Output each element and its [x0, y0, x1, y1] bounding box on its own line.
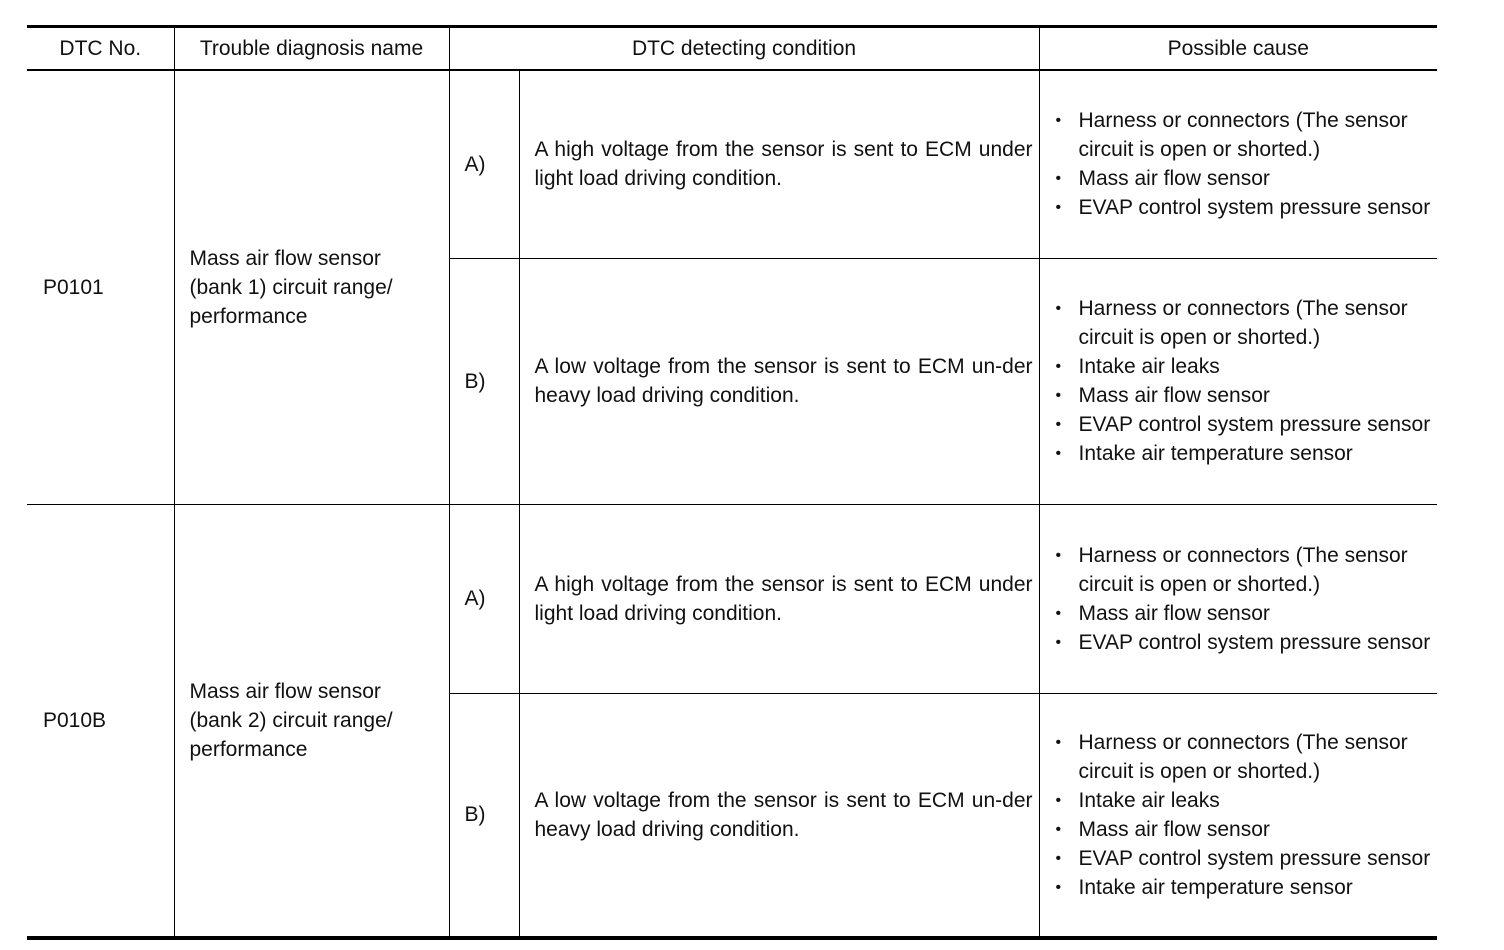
possible-cause-cell [1039, 258, 1437, 504]
cause-list [1054, 728, 1432, 902]
possible-cause-cell [1039, 693, 1437, 938]
header-detecting-condition: DTC detecting condition [449, 27, 1039, 71]
cause-list [1054, 106, 1432, 222]
header-diagnosis-name: Trouble diagnosis name [174, 27, 449, 71]
condition-label: A) [449, 504, 519, 693]
cause-item: • Intake air leaks [1054, 352, 1432, 381]
cause-item: • EVAP control system pressure sensor [1054, 844, 1432, 873]
cause-list [1054, 294, 1432, 468]
cause-item: • Mass air flow sensor [1054, 599, 1432, 628]
cause-item: • EVAP control system pressure sensor [1054, 628, 1432, 657]
cause-item: • Harness or connectors (The sensor circuit is open or shorted.) [1054, 294, 1432, 352]
condition-text: A high voltage from the sensor is sent to ECM under light load driving condition. [519, 70, 1039, 258]
diagnosis-name: Mass air flow sensor (bank 1) circuit range/ performance [174, 70, 449, 504]
cause-item: • Mass air flow sensor [1054, 164, 1432, 193]
cause-item: • EVAP control system pressure sensor [1054, 410, 1432, 439]
condition-label: B) [449, 258, 519, 504]
condition-text: A high voltage from the sensor is sent to ECM under light load driving condition. [519, 504, 1039, 693]
cause-item: • Intake air temperature sensor [1054, 439, 1432, 468]
dtc-number: P0101 [43, 275, 104, 299]
table-row [27, 70, 1437, 258]
cause-item: • Harness or connectors (The sensor circuit is open or shorted.) [1054, 728, 1432, 786]
possible-cause-cell [1039, 70, 1437, 258]
table-header [27, 27, 1437, 71]
possible-cause-cell [1039, 504, 1437, 693]
cause-item: • Intake air leaks [1054, 786, 1432, 815]
dtc-table [27, 25, 1437, 940]
condition-label: B) [449, 693, 519, 938]
table-row [27, 504, 1437, 693]
cause-item: • Mass air flow sensor [1054, 381, 1432, 410]
cause-item: • Harness or connectors (The sensor circuit is open or shorted.) [1054, 106, 1432, 164]
header-row [27, 27, 1437, 71]
header-possible-cause: Possible cause [1039, 27, 1437, 71]
cause-list [1054, 541, 1432, 657]
condition-label: A) [449, 70, 519, 258]
header-dtc-no: DTC No. [27, 27, 174, 71]
cause-item: • Harness or connectors (The sensor circuit is open or shorted.) [1054, 541, 1432, 599]
dtc-number: P010B [27, 504, 174, 938]
table-body [27, 70, 1437, 938]
cause-item: • Mass air flow sensor [1054, 815, 1432, 844]
condition-text: A low voltage from the sensor is sent to ECM un-der heavy load driving condition. [519, 693, 1039, 938]
cause-item: • Intake air temperature sensor [1054, 873, 1432, 902]
cause-item: • EVAP control system pressure sensor [1054, 193, 1432, 222]
condition-text: A low voltage from the sensor is sent to ECM un-der heavy load driving condition. [519, 258, 1039, 504]
diagnosis-name: Mass air flow sensor (bank 2) circuit range/ performance [174, 504, 449, 938]
